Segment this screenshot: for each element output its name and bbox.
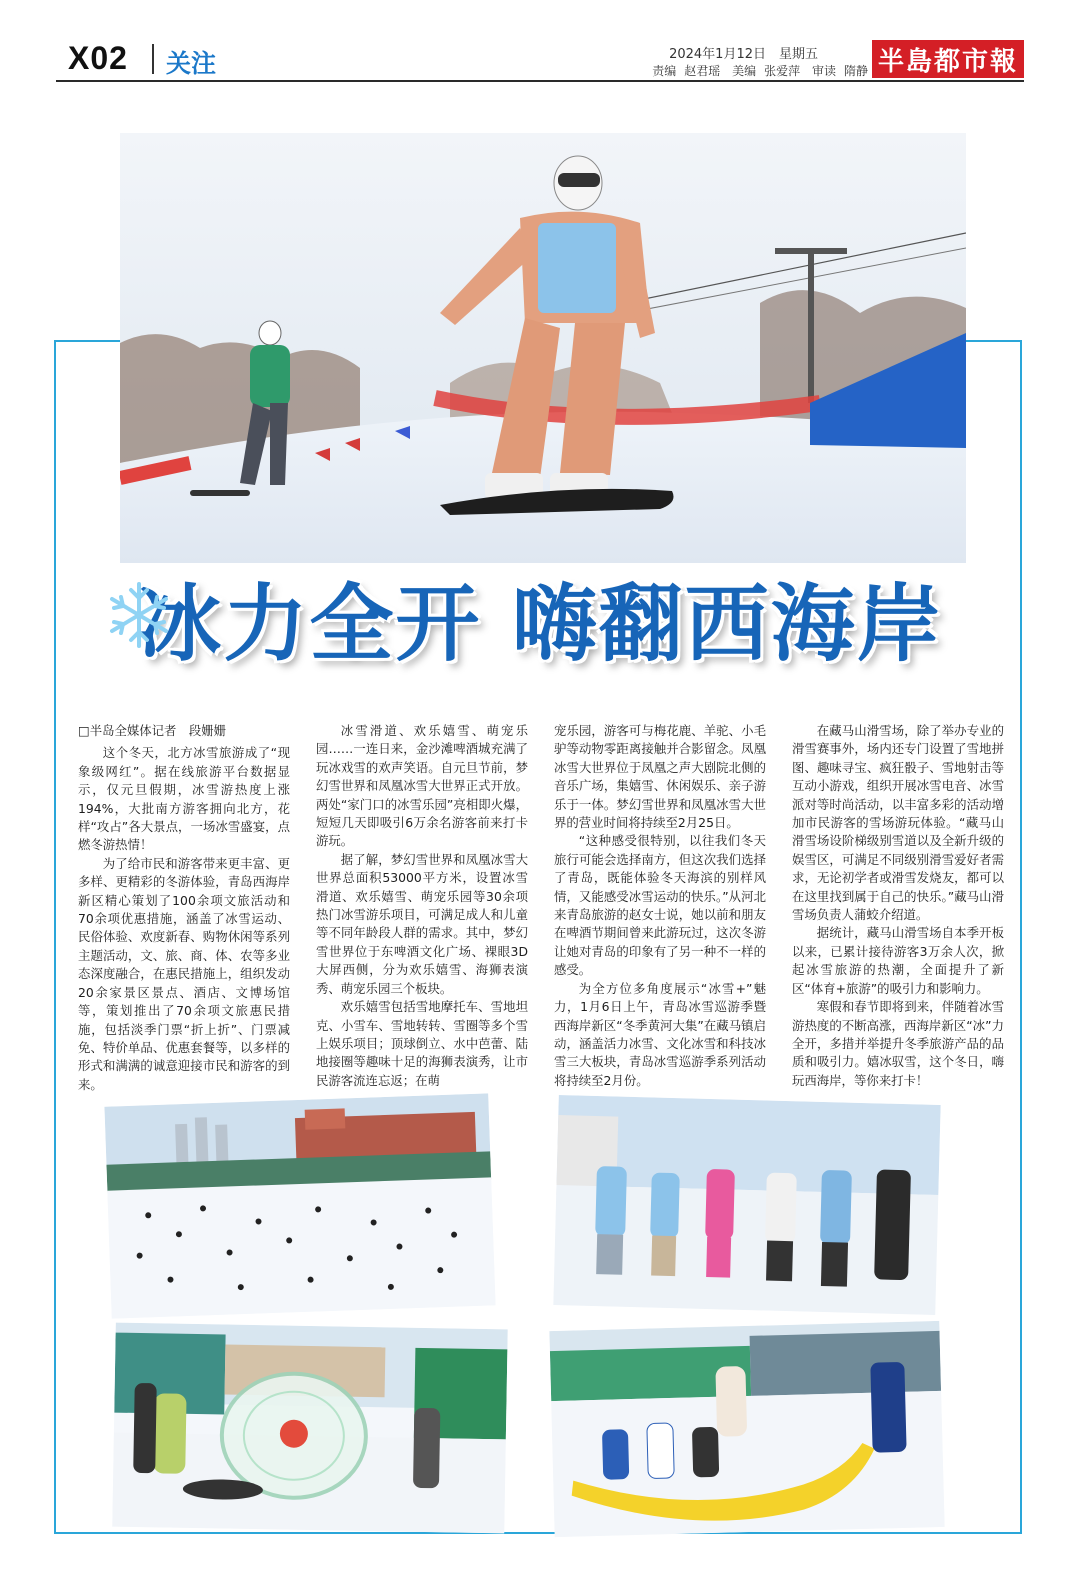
inflatable-snow-roller-photo: [112, 1323, 508, 1534]
page-number: X02: [68, 40, 128, 76]
article-paragraph: 这个冬天，北方冰雪旅游成了“现象级网红”。据在线旅游平台数据显示，仅元旦假期，冰雪游热度上涨194%，大批南方游客拥向北方，花样“攻占”各大景点，一场冰雪盛宴，点燃冬游热情！: [78, 745, 290, 853]
article-paragraph: 据统计，藏马山滑雪场自本季开板以来，已累计接待游客3万余人次，掀起冰雪旅游的热潮，全面提升了新区“体育+旅游”的吸引力和影响力。: [792, 925, 1004, 996]
newspaper-logo: 半島都市報: [872, 40, 1024, 78]
article-paragraph: 为了给市民和游客带来更丰富、更多样、更精彩的冬游体验，青岛西海岸新区精心策划了100余项文旅活动和70余项优惠措施，涵盖了冰雪运动、民俗体验、欢度新春、购物休闲等系列主题活动，文、旅、商、体、农等多业态深度融合，在惠民措施上，组织发动20余家景区景点、酒店、文博场馆等，策划推出了70余项文旅惠民措施，包括淡季门票“折上折”、门票减免、特价单品、优惠套餐等，以多样的形式和满满的诚意迎接市民和游客的到来。: [78, 855, 290, 1092]
header-rule: [56, 80, 1024, 82]
article-paragraph: 欢乐嬉雪包括雪地摩托车、雪地坦克、小雪车、雪地转转、雪圈等多个雪上娱乐项目；顶球倒立、水中芭蕾、陆地接圈等趣味十足的海狮表演秀，让市民游客流连忘返；在萌: [316, 999, 528, 1088]
credit-role: 责编: [652, 64, 677, 78]
article-column-3: [554, 722, 766, 1090]
banana-sled-ride-photo: [549, 1321, 944, 1537]
credit-name: 赵君瑶: [684, 64, 721, 78]
snowboarders-on-ski-slope-photo: [120, 133, 966, 563]
article-paragraph: 冰雪滑道、欢乐嬉雪、萌宠乐园……一连日来，金沙滩啤酒城充满了玩冰戏雪的欢声笑语。自元旦节前，梦幻雪世界和凤凰冰雪大世界正式开放。两处“家门口的冰雪乐园”亮相即火爆，短短几天即吸引6万余名游客前来打卡游玩。: [316, 723, 528, 849]
section-title: 关注: [166, 49, 217, 78]
issue-date: 2024年1月12日 星期五: [669, 47, 818, 62]
article-column-4: [792, 722, 1004, 1090]
article-column-1: [78, 722, 290, 1094]
credit-name: 张爱萍: [764, 64, 801, 78]
headline: 冰力全开 嗨翻西海岸: [137, 575, 943, 673]
headline-block: [100, 574, 980, 674]
article-paragraph: “这种感受很特别，以往我们冬天旅行可能会选择南方，但这次我们选择了青岛，既能体验冬天海滨的别样风情，又能感受冰雪运动的快乐。”从河北来青岛旅游的赵女士说，她以前和朋友在啤酒节期间曾来此游玩过，这次冬游让她对青岛的印象有了另一种不一样的感受。: [554, 833, 766, 978]
byline: □半岛全媒体记者 段姗姗: [78, 723, 227, 738]
article-column-2: [316, 722, 528, 1090]
editor-credits: [644, 62, 868, 79]
article-paragraph: 为全方位多角度展示“冰雪+”魅力，1月6日上午，青岛冰雪巡游季暨西海岸新区“冬季黄河大集”在藏马镇启动，涵盖活力冰雪、文化冰雪和科技冰雪三大板块，青岛冰雪巡游季系列活动将持续至2月份。: [554, 980, 766, 1088]
article-paragraph: 据了解，梦幻雪世界和凤凰冰雪大世界总面积53000平方米，设置冰雪滑道、欢乐嬉雪、萌宠乐园等30余项热门冰雪游乐项目，可满足成人和儿童等不同年龄段人群的需求。其中，梦幻雪世界位于东啤酒文化广场、裸眼3D大屏西侧，分为欢乐嬉雪、海狮表演秀、萌宠乐园三个板块。: [316, 851, 528, 996]
credit-role: 审读: [811, 64, 836, 78]
credit-name: 隋静: [843, 64, 868, 78]
credit-role: 美编: [732, 64, 757, 78]
snowflake-icon: [104, 580, 174, 650]
snow-park-crowd-photo: [104, 1093, 495, 1318]
header-divider: [152, 44, 154, 74]
article-paragraph: 寒假和春节即将到来，伴随着冰雪游热度的不断高涨，西海岸新区“冰”力全开，多措并举提升冬季旅游产品的品质和吸引力。嬉冰驭雪，这个冬日，嗨玩西海岸，等你来打卡！: [792, 999, 1004, 1088]
kids-cheering-on-snow-photo: [553, 1095, 940, 1315]
article-paragraph: 在藏马山滑雪场，除了举办专业的滑雪赛事外，场内还专门设置了雪地拼图、趣味寻宝、疯狂骰子、雪地射击等互动小游戏，组织开展冰雪电音、冰雪派对等时尚活动，以丰富多彩的活动增加市民游客的雪场游玩体验。“藏马山滑雪场设阶梯级别雪道以及全新升级的娱雪区，可满足不同级别滑雪爱好者需求，无论初学者或滑雪发烧友，都可以在这里找到属于自己的快乐。”藏马山滑雪场负责人蒲蛟介绍道。: [792, 723, 1004, 923]
article-paragraph: 宠乐园，游客可与梅花鹿、羊驼、小毛驴等动物零距离接触并合影留念。凤凰冰雪大世界位于凤凰之声大剧院北侧的音乐广场，集嬉雪、休闲娱乐、亲子游乐于一体。梦幻雪世界和凤凰冰雪大世界的营业时间将持续至2月25日。: [554, 723, 766, 831]
